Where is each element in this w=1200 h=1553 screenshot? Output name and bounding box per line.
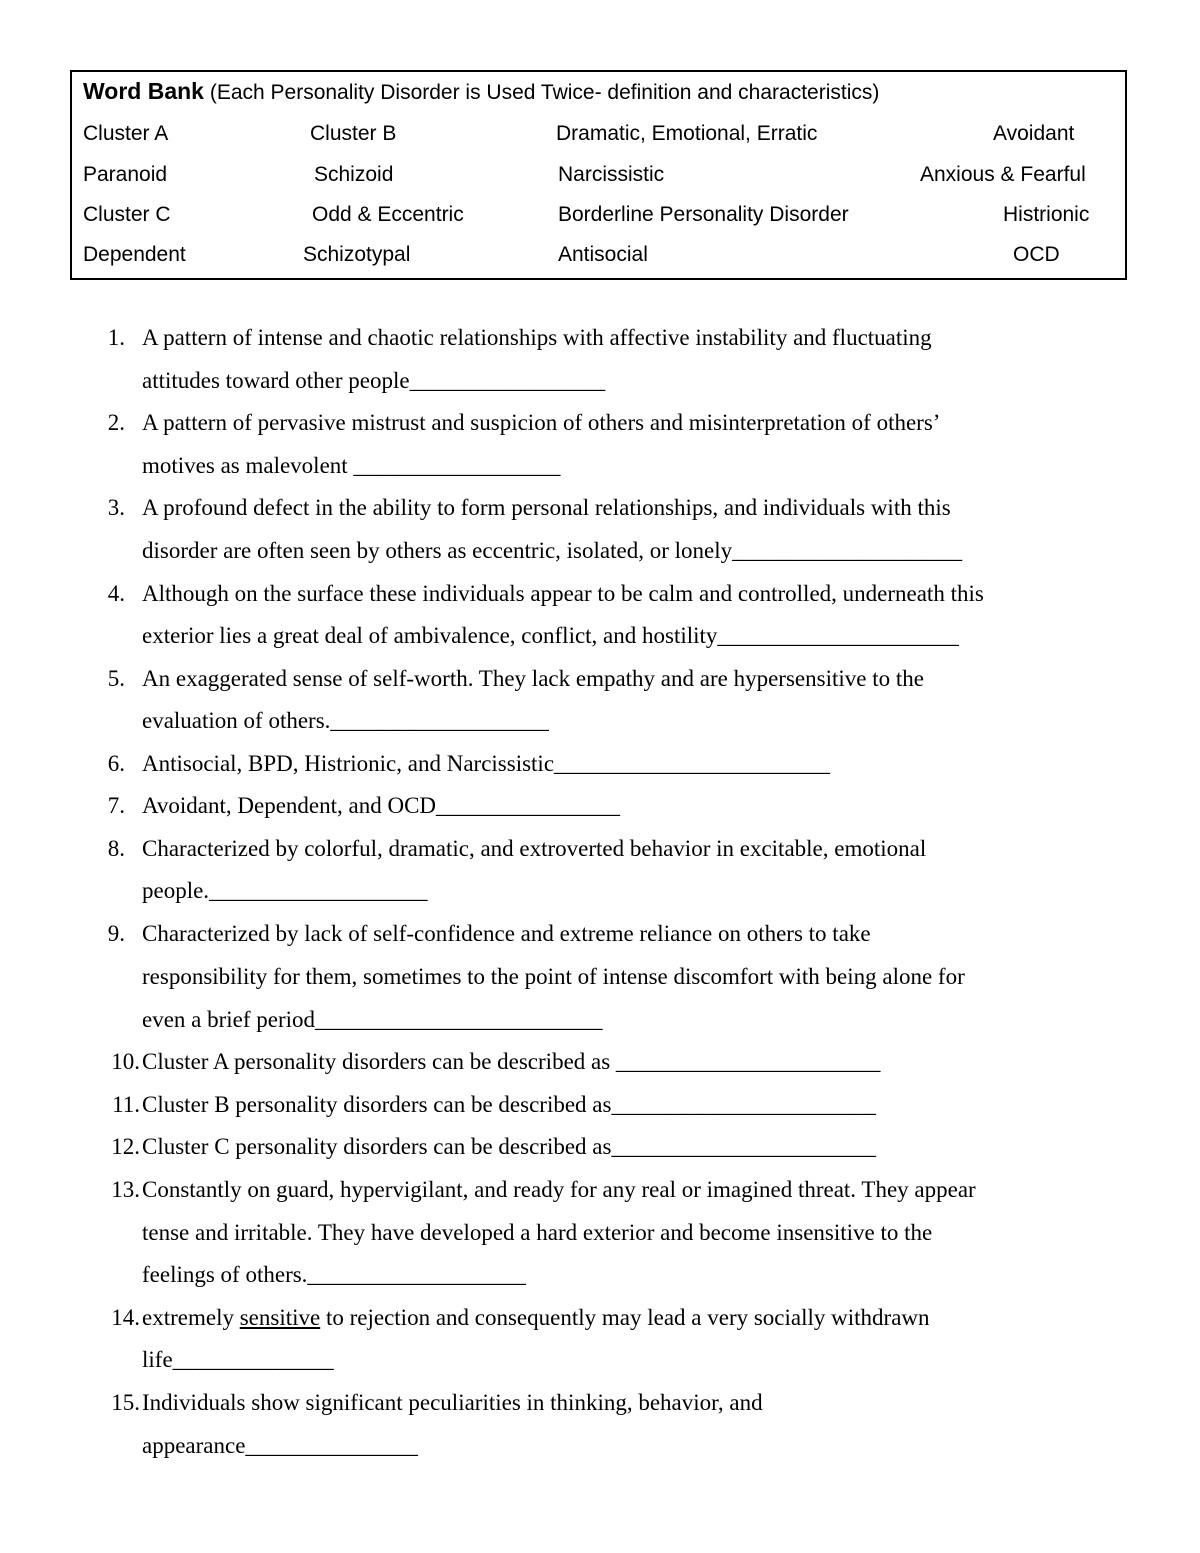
word-bank-term: OCD xyxy=(1013,243,1060,266)
question-number: 10. xyxy=(111,1049,140,1074)
question-text: exterior lies a great deal of ambivalence, conflict, and hostility_____________________ xyxy=(142,623,959,648)
question-text: Although on the surface these individuals appear to be calm and controlled, underneath this xyxy=(142,581,984,606)
question-number: 4. xyxy=(107,581,125,606)
word-bank-term: Narcissistic xyxy=(558,163,665,186)
question-number: 6. xyxy=(107,751,125,776)
question-text-part: extremely xyxy=(142,1305,240,1330)
word-bank-term: Odd & Eccentric xyxy=(312,203,464,226)
question-number: 12. xyxy=(111,1134,140,1159)
question-text: Avoidant, Dependent, and OCD________________ xyxy=(142,793,621,818)
question-text: evaluation of others.___________________ xyxy=(142,708,549,733)
question-text: appearance_______________ xyxy=(142,1433,418,1458)
question-number: 15. xyxy=(111,1390,140,1415)
underlined-word: sensitive xyxy=(239,1305,321,1330)
question-text: responsibility for them, sometimes to the point of intense discomfort with being alone for xyxy=(142,964,965,989)
question-text: An exaggerated sense of self-worth. They lack empathy and are hypersensitive to the xyxy=(142,666,924,691)
question-text: life______________ xyxy=(142,1347,334,1372)
question-text: Cluster C personality disorders can be described as_______________________ xyxy=(142,1134,876,1159)
word-bank-term: Cluster B xyxy=(310,122,397,145)
word-bank-term: Antisocial xyxy=(558,243,648,266)
word-bank-term: Avoidant xyxy=(993,122,1075,145)
word-bank-term: Cluster C xyxy=(83,203,171,226)
question-number: 1. xyxy=(107,325,125,350)
question-text: people.___________________ xyxy=(142,878,428,903)
question-number: 8. xyxy=(107,836,125,861)
question-number: 3. xyxy=(107,495,125,520)
question-number: 5. xyxy=(107,666,125,691)
question-text: Individuals show significant peculiarities in thinking, behavior, and xyxy=(142,1390,763,1415)
word-bank-term: Dramatic, Emotional, Erratic xyxy=(556,122,818,145)
question-text: A pattern of intense and chaotic relationships with affective instability and fluctuating xyxy=(142,325,932,350)
word-bank-term: Schizotypal xyxy=(303,243,411,266)
question-number: 7. xyxy=(107,793,125,818)
question-text: Characterized by colorful, dramatic, and extroverted behavior in excitable, emotional xyxy=(142,836,927,861)
question-text: feelings of others.___________________ xyxy=(142,1262,526,1287)
question-text: A profound defect in the ability to form personal relationships, and individuals with this xyxy=(142,495,951,520)
question-number: 11. xyxy=(112,1092,140,1117)
question-text-part: to rejection and consequently may lead a very socially withdrawn xyxy=(320,1305,930,1330)
question-text xyxy=(142,1304,930,1332)
word-bank-term: Borderline Personality Disorder xyxy=(558,203,849,226)
question-text: Constantly on guard, hypervigilant, and ready for any real or imagined threat. They appear xyxy=(142,1177,976,1202)
question-text: attitudes toward other people_________________ xyxy=(142,368,606,393)
question-text: Cluster A personality disorders can be described as _______________________ xyxy=(142,1049,881,1074)
question-number: 9. xyxy=(107,921,125,946)
question-text: motives as malevolent __________________ xyxy=(142,453,561,478)
word-bank-term: Paranoid xyxy=(83,163,168,186)
question-text: disorder are often seen by others as eccentric, isolated, or lonely____________________ xyxy=(142,538,963,563)
question-text: tense and irritable. They have developed a hard exterior and become insensitive to the xyxy=(142,1220,933,1245)
question-text: Antisocial, BPD, Histrionic, and Narcissistic________________________ xyxy=(142,751,831,776)
question-text: Cluster B personality disorders can be described as_______________________ xyxy=(142,1092,876,1117)
word-bank-title: Word Bank xyxy=(83,78,204,104)
question-text: Characterized by lack of self-confidence and extreme reliance on others to take xyxy=(142,921,871,946)
question-text: A pattern of pervasive mistrust and suspicion of others and misinterpretation of others’ xyxy=(142,410,941,435)
word-bank-term: Anxious & Fearful xyxy=(920,163,1086,186)
word-bank-term: Cluster A xyxy=(83,122,169,145)
question-number: 14. xyxy=(111,1305,140,1330)
question-text: even a brief period_________________________ xyxy=(142,1007,603,1032)
word-bank-term: Histrionic xyxy=(1003,203,1090,226)
word-bank-term: Schizoid xyxy=(314,163,394,186)
word-bank-subtitle: (Each Personality Disorder is Used Twice- definition and characteristics) xyxy=(209,81,880,104)
question-number: 2. xyxy=(107,410,125,435)
word-bank-term: Dependent xyxy=(83,243,186,266)
question-number: 13. xyxy=(111,1177,140,1202)
